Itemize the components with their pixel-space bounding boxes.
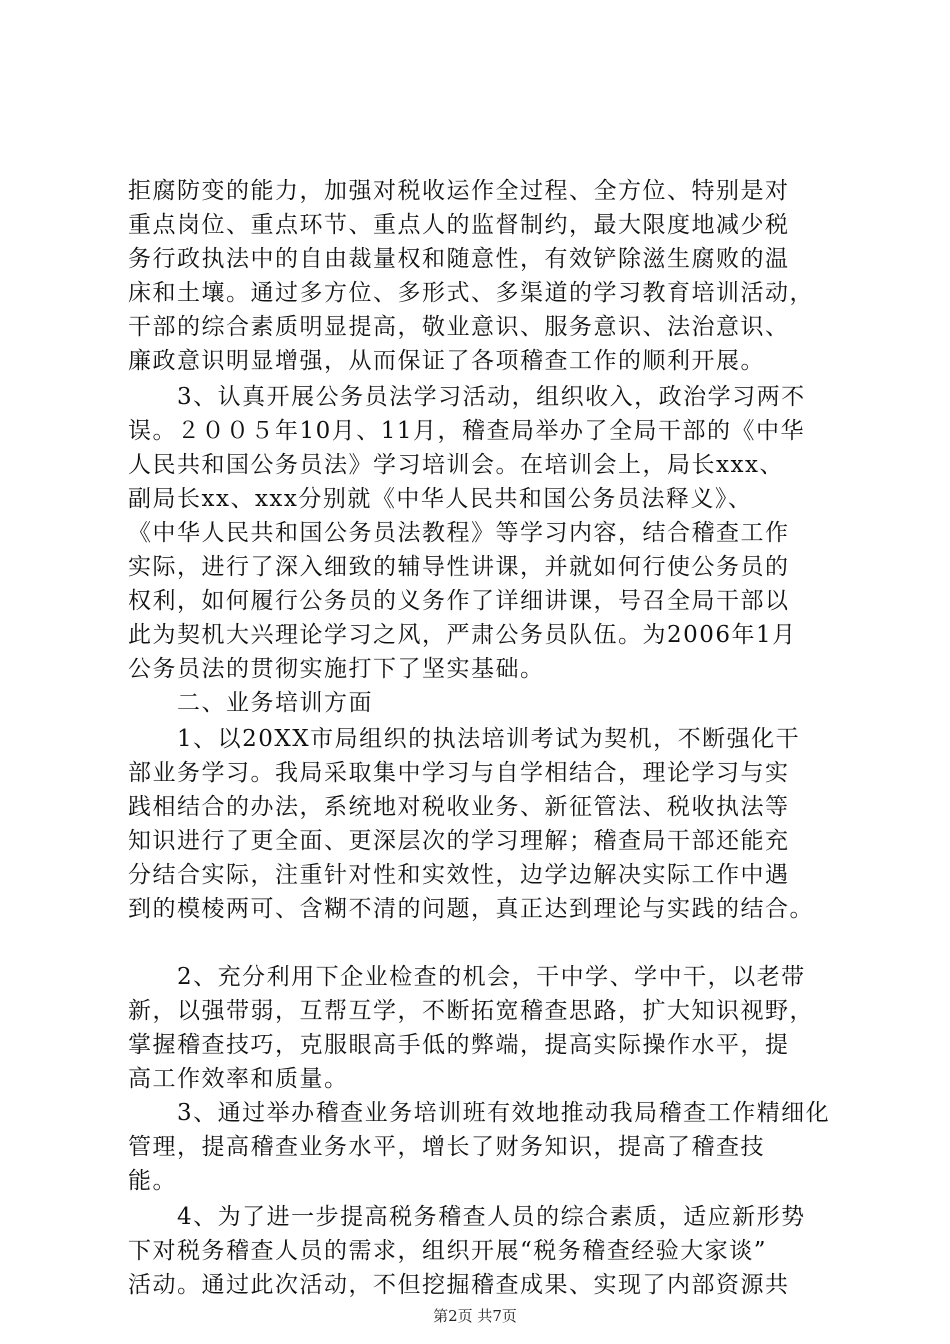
- text-line: 管理，提高稽查业务水平，增长了财务知识，提高了稽查技: [128, 1134, 765, 1160]
- text-line: 3、通过举办稽查业务培训班有效地推动我局稽查工作精细化: [177, 1100, 831, 1126]
- text-line: 重点岗位、重点环节、重点人的监督制约，最大限度地减少税: [128, 212, 790, 238]
- text-line: 高工作效率和质量。: [128, 1066, 349, 1092]
- text-line: 实际，进行了深入细致的辅导性讲课，并就如何行使公务员的: [128, 554, 790, 580]
- text-line: 《中华人民共和国公务员法教程》等学习内容，结合稽查工作: [128, 520, 790, 546]
- text-line: 副局长xx、xxx分别就《中华人民共和国公务员法释义》、: [128, 486, 753, 512]
- text-line: 人民共和国公务员法》学习培训会。在培训会上，局长xxx、: [128, 452, 784, 478]
- text-line: 部业务学习。我局采取集中学习与自学相结合，理论学习与实: [128, 760, 790, 786]
- text-line: 2、充分利用下企业检查的机会，干中学、学中干，以老带: [177, 964, 806, 990]
- text-line: 到的模棱两可、含糊不清的问题，真正达到理论与实践的结合。: [128, 896, 814, 922]
- text-line: 床和土壤。通过多方位、多形式、多渠道的学习教育培训活动，: [128, 280, 814, 306]
- text-line: 分结合实际，注重针对性和实效性，边学边解决实际工作中遇: [128, 862, 790, 888]
- text-line: 下对税务稽查人员的需求，组织开展“税务稽查经验大家谈”: [128, 1238, 768, 1264]
- text-line: 拒腐防变的能力，加强对税收运作全过程、全方位、特别是对: [128, 178, 790, 204]
- text-line: 新，以强带弱，互帮互学，不断拓宽稽查思路，扩大知识视野，: [128, 998, 814, 1024]
- text-line: 廉政意识明显增强，从而保证了各项稽查工作的顺利开展。: [128, 348, 765, 374]
- text-line: 活动。通过此次活动，不但挖掘稽查成果、实现了内部资源共: [128, 1272, 790, 1298]
- section-heading: 二、业务培训方面: [177, 690, 373, 716]
- text-line: 公务员法的贯彻实施打下了坚实基础。: [128, 656, 545, 682]
- text-line: 此为契机大兴理论学习之风，严肃公务员队伍。为2006年1月: [128, 622, 797, 648]
- text-line: 践相结合的办法，系统地对税收业务、新征管法、税收执法等: [128, 794, 790, 820]
- text-line: 误。２００５年10月、11月，稽查局举办了全局干部的《中华: [128, 418, 806, 444]
- text-line: 3、认真开展公务员法学习活动，组织收入，政治学习两不: [177, 384, 806, 410]
- text-line: 1、以20XX市局组织的执法培训考试为契机，不断强化干: [177, 726, 801, 752]
- text-line: 掌握稽查技巧，克服眼高手低的弊端，提高实际操作水平，提: [128, 1032, 790, 1058]
- text-line: 知识进行了更全面、更深层次的学习理解；稽查局干部还能充: [128, 828, 790, 854]
- text-line: 务行政执法中的自由裁量权和随意性，有效铲除滋生腐败的温: [128, 246, 790, 272]
- text-line: 4、为了进一步提高税务稽查人员的综合素质，适应新形势: [177, 1204, 806, 1230]
- text-line: 能。: [128, 1168, 177, 1194]
- text-line: 干部的综合素质明显提高，敬业意识、服务意识、法治意识、: [128, 314, 790, 340]
- page-footer: 第2页 共7页: [433, 1307, 517, 1325]
- text-line: 权利，如何履行公务员的义务作了详细讲课，号召全局干部以: [128, 588, 790, 614]
